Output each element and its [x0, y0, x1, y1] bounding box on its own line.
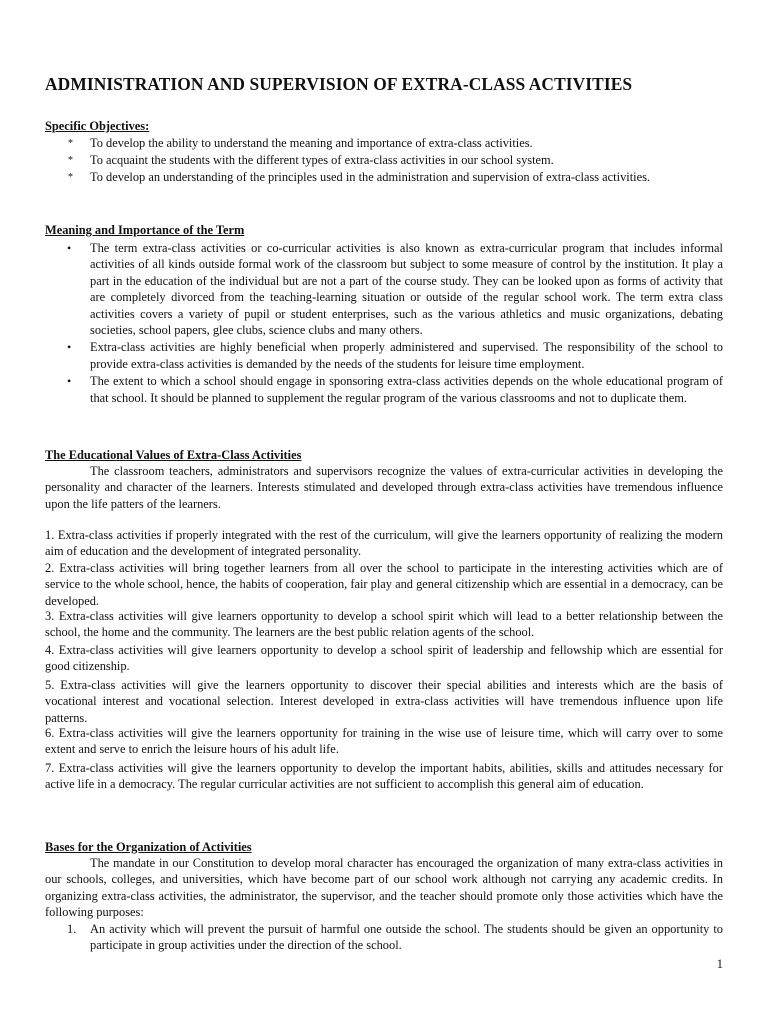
objectives-list — [45, 135, 723, 187]
document-title: ADMINISTRATION AND SUPERVISION OF EXTRA-CLASS ACTIVITIES — [45, 74, 633, 94]
asterisk-bullet: * — [68, 138, 73, 149]
objectives-section — [45, 118, 723, 187]
list-item: * To acquaint the students with the different types of extra-class activities in our school system. — [45, 152, 723, 169]
bases-section — [45, 839, 723, 953]
list-item: • Extra-class activities are highly beneficial when properly administered and supervised. The responsibility of the school to provide extra-class activities is demanded by the needs of the students for leisure time employment. — [67, 340, 723, 371]
list-item: 1. Extra-class activities if properly integrated with the rest of the curriculum, will give the learners opportunity of realizing the modern aim of education and the development of integrated personality. — [45, 528, 723, 559]
list-item: 1. An activity which will prevent the pursuit of harmful one outside the school. The students should be given an opportunity to participate in group activities under the direction of the school. — [67, 921, 723, 953]
asterisk-bullet: * — [68, 155, 73, 167]
dot-bullet: • — [67, 340, 72, 355]
bases-heading: Bases for the Organization of Activities — [45, 840, 252, 854]
list-item: 4. Extra-class activities will give learners opportunity to develop a school spirit of leadership and fellowship which are essential for good citizenship. — [45, 643, 723, 674]
meaning-section — [45, 222, 723, 407]
page-number: 1 — [716, 957, 723, 971]
meaning-list — [45, 240, 723, 406]
bases-intro: The mandate in our Constitution to develop moral character has encouraged the organization of many extra-class activities in our schools, colleges, and universities, which have become part of our school work although not carrying any academic credits. In organizing extra-class activities, the administrator, the supervisor, and the teacher should promote only those activities which have the following purposes: — [45, 856, 723, 920]
list-item: 6. Extra-class activities will give the learners opportunity for training in the wise use of leisure time, which will carry over to some extent and serve to enrich the leisure hours of his adult life. — [45, 726, 723, 757]
asterisk-bullet: * — [68, 172, 73, 184]
dot-bullet: • — [67, 241, 72, 255]
values-intro: The classroom teachers, administrators and supervisors recognize the values of extra-curricular activities in developing the personality and character of the learners. Interests stimulated and developed through extra-class activities have tremendous influence upon the life patters of the learners. — [45, 464, 723, 511]
list-item: 2. Extra-class activities will bring together learners from all over the school to participate in the interesting activities which are of service to the whole school, hence, the habits of cooperation, fair play and general citizenship which are essential in a democracy, can be developed. — [45, 561, 723, 608]
list-item: * To develop an understanding of the principles used in the administration and supervision of extra-class activities. — [45, 169, 723, 186]
values-heading: The Educational Values of Extra-Class Activities — [45, 448, 302, 462]
list-item: * To develop the ability to understand the meaning and importance of extra-class activities. — [45, 135, 723, 152]
list-item: 7. Extra-class activities will give the learners opportunity to develop the important habits, abilities, skills and attitudes necessary for active life in a democracy. The regular curricular activities are not sufficient to accomplish this general aim of education. — [45, 761, 723, 792]
meaning-heading: Meaning and Importance of the Term — [45, 223, 245, 237]
list-item: 5. Extra-class activities will give the learners opportunity to discover their special abilities and interests which are the basis of vocational interest and vocational selection. Interest developed in extra-class activities will have tremendous influence upon life patterns. — [45, 678, 723, 725]
objectives-heading: Specific Objectives: — [45, 119, 150, 133]
bases-list — [45, 921, 723, 954]
dot-bullet: • — [67, 374, 72, 389]
values-section — [45, 447, 723, 512]
list-item: 3. Extra-class activities will give learners opportunity to develop a school spirit which will lead to a better relationship between the school, the home and the community. The learners are the best public relation agents of the school. — [45, 609, 723, 640]
list-item: • The term extra-class activities or co-curricular activities is also known as extra-curricular program that includes informal activities of all kinds outside formal work of the classroom but subject to some measure of control by the institution. It play a part in the education of the individual but are not a part of the course study. They can be looked upon as forms of activity that are completely divorced from the teaching-learning situation or outside of the regular school work. The term extra class activities covers a variety of pupil or student enterprises, such as the various athletics and music organizations, debating societies, school papers, glee clubs, science clubs and many others. — [67, 241, 723, 338]
list-item: • The extent to which a school should engage in sponsoring extra-class activities depends on the whole educational program of that school. It should be planned to supplement the regular program of the various classrooms and not to duplicate them. — [67, 374, 723, 405]
